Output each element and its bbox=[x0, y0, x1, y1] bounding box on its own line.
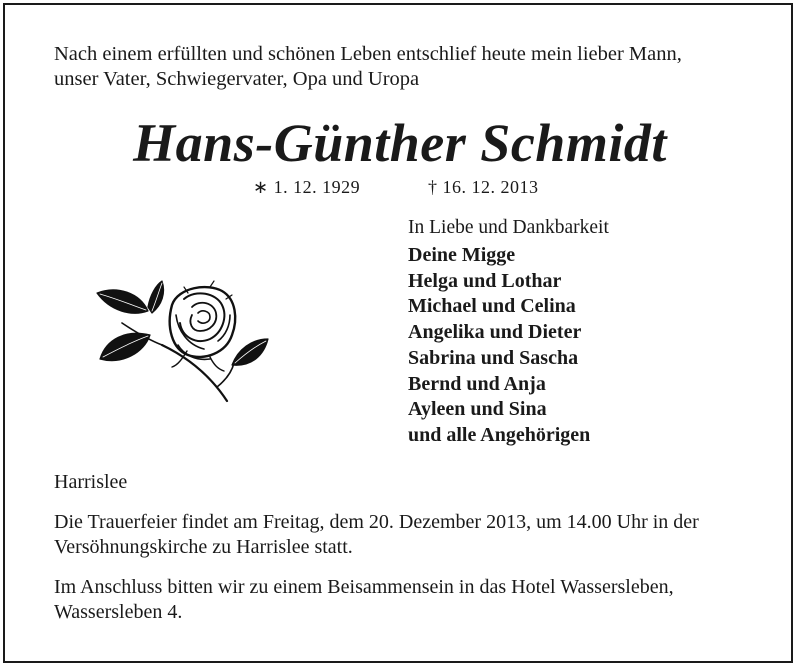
reception-line-1: Im Anschluss bitten wir zu einem Beisammensein in das Hotel Wassersleben, bbox=[54, 576, 674, 598]
funeral-line-1: Die Trauerfeier findet am Freitag, dem 20. Dezember 2013, um 14.00 Uhr in der bbox=[54, 511, 699, 533]
mourner-name: und alle Angehörigen bbox=[408, 423, 591, 446]
mourners-intro: In Liebe und Dankbarkeit bbox=[408, 217, 609, 238]
deceased-name: Hans-Günther Schmidt bbox=[133, 113, 667, 173]
death-date: † 16. 12. 2013 bbox=[428, 177, 539, 197]
funeral-line-2: Versöhnungskirche zu Harrislee statt. bbox=[54, 536, 353, 558]
reception-line-2: Wassersleben 4. bbox=[54, 601, 183, 623]
mourner-name: Sabrina und Sascha bbox=[408, 346, 579, 369]
birth-date: ∗ 1. 12. 1929 bbox=[253, 177, 361, 197]
mourner-list bbox=[408, 243, 609, 449]
funeral-info bbox=[54, 510, 754, 560]
place-name: Harrislee bbox=[54, 471, 128, 493]
rose-icon bbox=[92, 275, 272, 410]
intro-line-2: unser Vater, Schwiegervater, Opa und Uropa bbox=[54, 68, 420, 90]
intro-line-1: Nach einem erfüllten und schönen Leben entschlief heute mein lieber Mann, bbox=[54, 43, 682, 65]
mourners-block bbox=[408, 215, 609, 449]
mourner-name: Deine Migge bbox=[408, 244, 516, 266]
mourner-name: Helga und Lothar bbox=[408, 269, 562, 292]
mourner-name: Michael und Celina bbox=[408, 295, 576, 318]
mourner-name: Angelika und Dieter bbox=[408, 321, 582, 344]
reception-info bbox=[54, 575, 754, 625]
mourner-name: Bernd und Anja bbox=[408, 372, 546, 395]
mourner-name: Ayleen und Sina bbox=[408, 398, 547, 421]
intro-text bbox=[54, 42, 754, 92]
